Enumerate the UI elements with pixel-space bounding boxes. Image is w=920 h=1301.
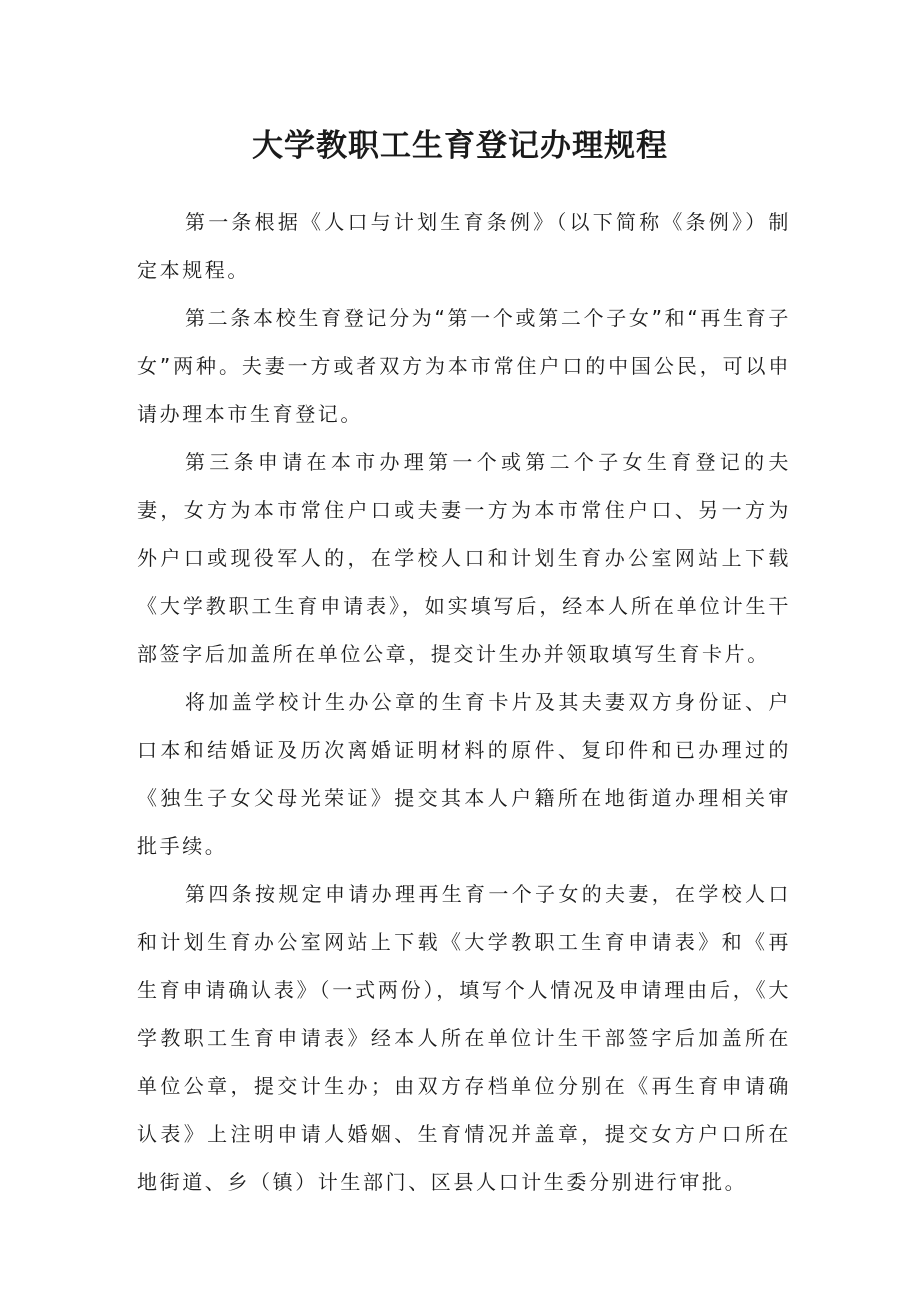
document-body [137, 198, 791, 1206]
paragraph-article-3: 第三条申请在本市办理第一个或第二个子女生育登记的夫妻，女方为本市常住户口或夫妻一方为本市常住户口、另一方为外户口或现役军人的，在学校人口和计划生育办公室网站上下载《大学教职工生育申请表》，如实填写后，经本人所在单位计生干部签字后加盖所在单位公章，提交计生办并领取填写生育卡片。 [137, 450, 791, 666]
paragraph-article-1: 第一条根据《人口与计划生育条例》（以下简称《条例》）制定本规程。 [137, 210, 791, 282]
paragraph-article-2: 第二条本校生育登记分为“第一个或第二个子女”和“再生育子女”两种。夫妻一方或者双方为本市常住户口的中国公民，可以申请办理本市生育登记。 [137, 306, 791, 426]
paragraph-article-3-continued: 将加盖学校计生办公章的生育卡片及其夫妻双方身份证、户口本和结婚证及历次离婚证明材料的原件、复印件和已办理过的《独生子女父母光荣证》提交其本人户籍所在地街道办理相关审批手续。 [137, 690, 791, 858]
paragraph-article-4: 第四条按规定申请办理再生育一个子女的夫妻，在学校人口和计划生育办公室网站上下载《大学教职工生育申请表》和《再生育申请确认表》（一式两份），填写个人情况及申请理由后，《大学教职工生育申请表》经本人所在单位计生干部签字后加盖所在单位公章，提交计生办；由双方存档单位分别在《再生育申请确认表》上注明申请人婚姻、生育情况并盖章，提交女方户口所在地街道、乡（镇）计生部门、区县人口计生委分别进行审批。 [137, 882, 791, 1194]
document-title: 大学教职工生育登记办理规程 [252, 128, 668, 164]
